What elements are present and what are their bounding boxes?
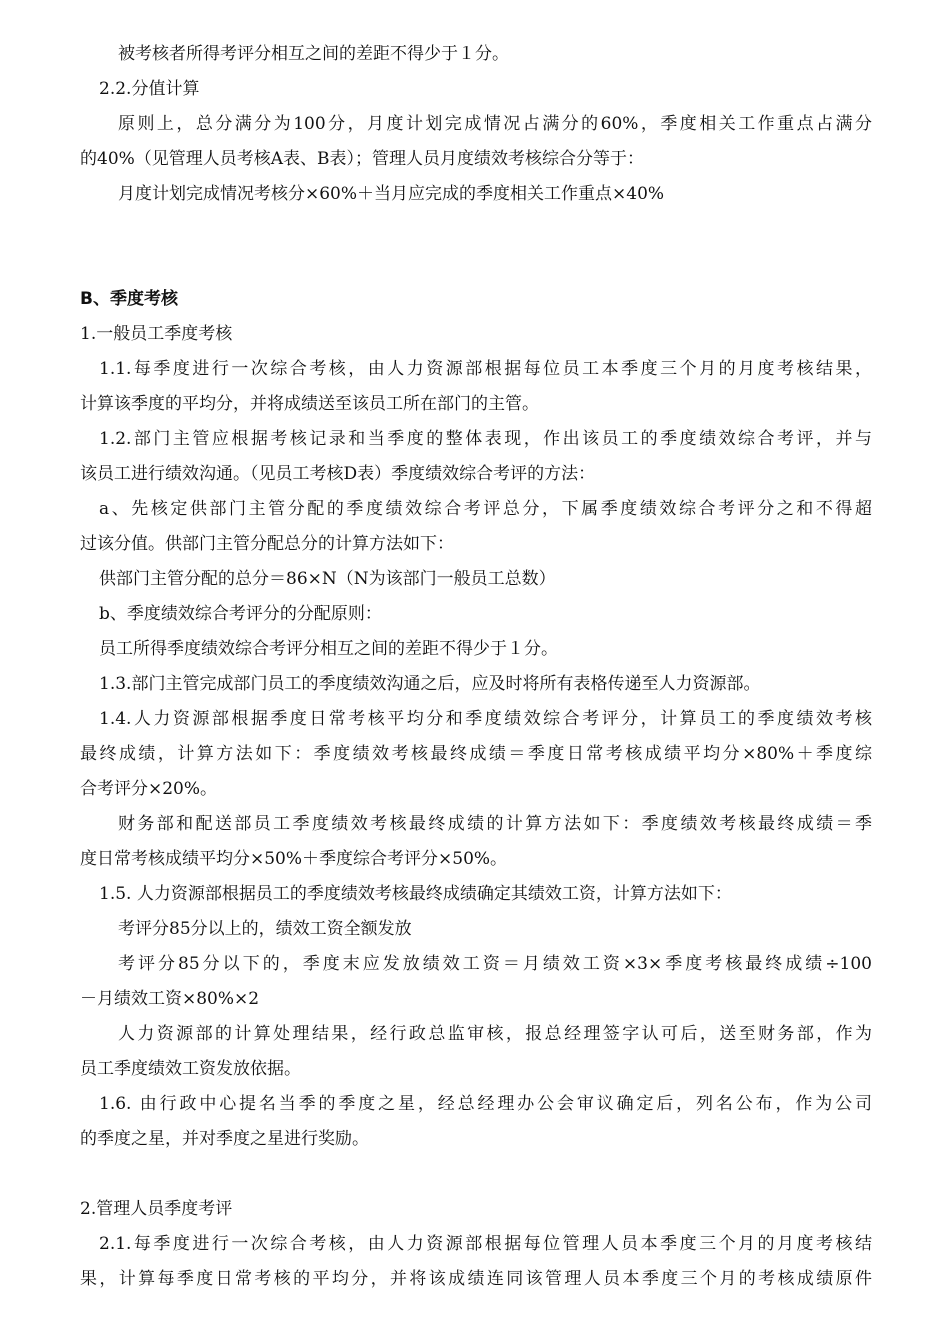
section-heading-b: B、季度考核	[80, 289, 178, 309]
paragraph-line: 1.6. 由行政中心提名当季的季度之星，经总经理办公会审议确定后，列名公布，作为公司	[99, 1094, 872, 1114]
paragraph-line: 1.1.每季度进行一次综合考核，由人力资源部根据每位员工本季度三个月的月度考核结果，	[99, 359, 872, 379]
paragraph-line: 计算该季度的平均分，并将成绩送至该员工所在部门的主管。	[80, 394, 539, 414]
paragraph-line: 果，计算每季度日常考核的平均分，并将该成绩连同该管理人员本季度三个月的考核成绩原件	[80, 1269, 872, 1289]
paragraph-line: 财务部和配送部员工季度绩效考核最终成绩的计算方法如下：季度绩效考核最终成绩＝季	[118, 814, 872, 834]
formula-line: 月度计划完成情况考核分×60%＋当月应完成的季度相关工作重点×40%	[118, 184, 665, 204]
paragraph-line: 过该分值。供部门主管分配总分的计算方法如下：	[80, 534, 454, 554]
paragraph-line: a、先核定供部门主管分配的季度绩效综合考评总分，下属季度绩效综合考评分之和不得超	[99, 499, 872, 519]
paragraph-line: 2.1.每季度进行一次综合考核，由人力资源部根据每位管理人员本季度三个月的月度考核结	[99, 1234, 872, 1254]
paragraph-line: 的季度之星，并对季度之星进行奖励。	[80, 1129, 369, 1149]
subsection-heading-1: 1.一般员工季度考核	[80, 324, 233, 344]
paragraph-line: 1.5. 人力资源部根据员工的季度绩效考核最终成绩确定其绩效工资，计算方法如下：	[99, 884, 732, 904]
paragraph-line: 的40%（见管理人员考核A表、B表）；管理人员月度绩效考核综合分等于：	[80, 149, 645, 169]
paragraph-line: 人力资源部的计算处理结果，经行政总监审核，报总经理签字认可后，送至财务部，作为	[118, 1024, 872, 1044]
paragraph-line: 原则上，总分满分为100分，月度计划完成情况占满分的60%，季度相关工作重点占满分	[118, 114, 872, 134]
paragraph-line: 被考核者所得考评分相互之间的差距不得少于１分。	[118, 44, 509, 64]
formula-line: 考评分85分以下的，季度末应发放绩效工资＝月绩效工资×3×季度考核最终成绩÷100	[118, 954, 872, 974]
paragraph-line: 员工季度绩效工资发放依据。	[80, 1059, 301, 1079]
paragraph-line: 员工所得季度绩效综合考评分相互之间的差距不得少于１分。	[99, 639, 558, 659]
paragraph-line: 最终成绩，计算方法如下：季度绩效考核最终成绩＝季度日常考核成绩平均分×80%＋季度综	[80, 744, 872, 764]
paragraph-line: 考评分85分以上的，绩效工资全额发放	[118, 919, 412, 939]
paragraph-line: 度日常考核成绩平均分×50%＋季度综合考评分×50%。	[80, 849, 508, 869]
formula-line: 供部门主管分配的总分＝86×N（N为该部门一般员工总数）	[99, 569, 556, 589]
paragraph-line: 1.2.部门主管应根据考核记录和当季度的整体表现，作出该员工的季度绩效综合考评，并与	[99, 429, 872, 449]
formula-line: －月绩效工资×80%×2	[80, 989, 260, 1009]
paragraph-line: 该员工进行绩效沟通。（见员工考核D表）季度绩效综合考评的方法：	[80, 464, 596, 484]
paragraph-line: b、季度绩效综合考评分的分配原则：	[99, 604, 382, 624]
section-heading-2-2: 2.2.分值计算	[99, 79, 200, 99]
paragraph-line: 1.3.部门主管完成部门员工的季度绩效沟通之后，应及时将所有表格传递至人力资源部。	[99, 674, 761, 694]
paragraph-line: 合考评分×20%。	[80, 779, 218, 799]
paragraph-line: 1.4.人力资源部根据季度日常考核平均分和季度绩效综合考评分，计算员工的季度绩效考核	[99, 709, 872, 729]
subsection-heading-2: 2.管理人员季度考评	[80, 1199, 233, 1219]
